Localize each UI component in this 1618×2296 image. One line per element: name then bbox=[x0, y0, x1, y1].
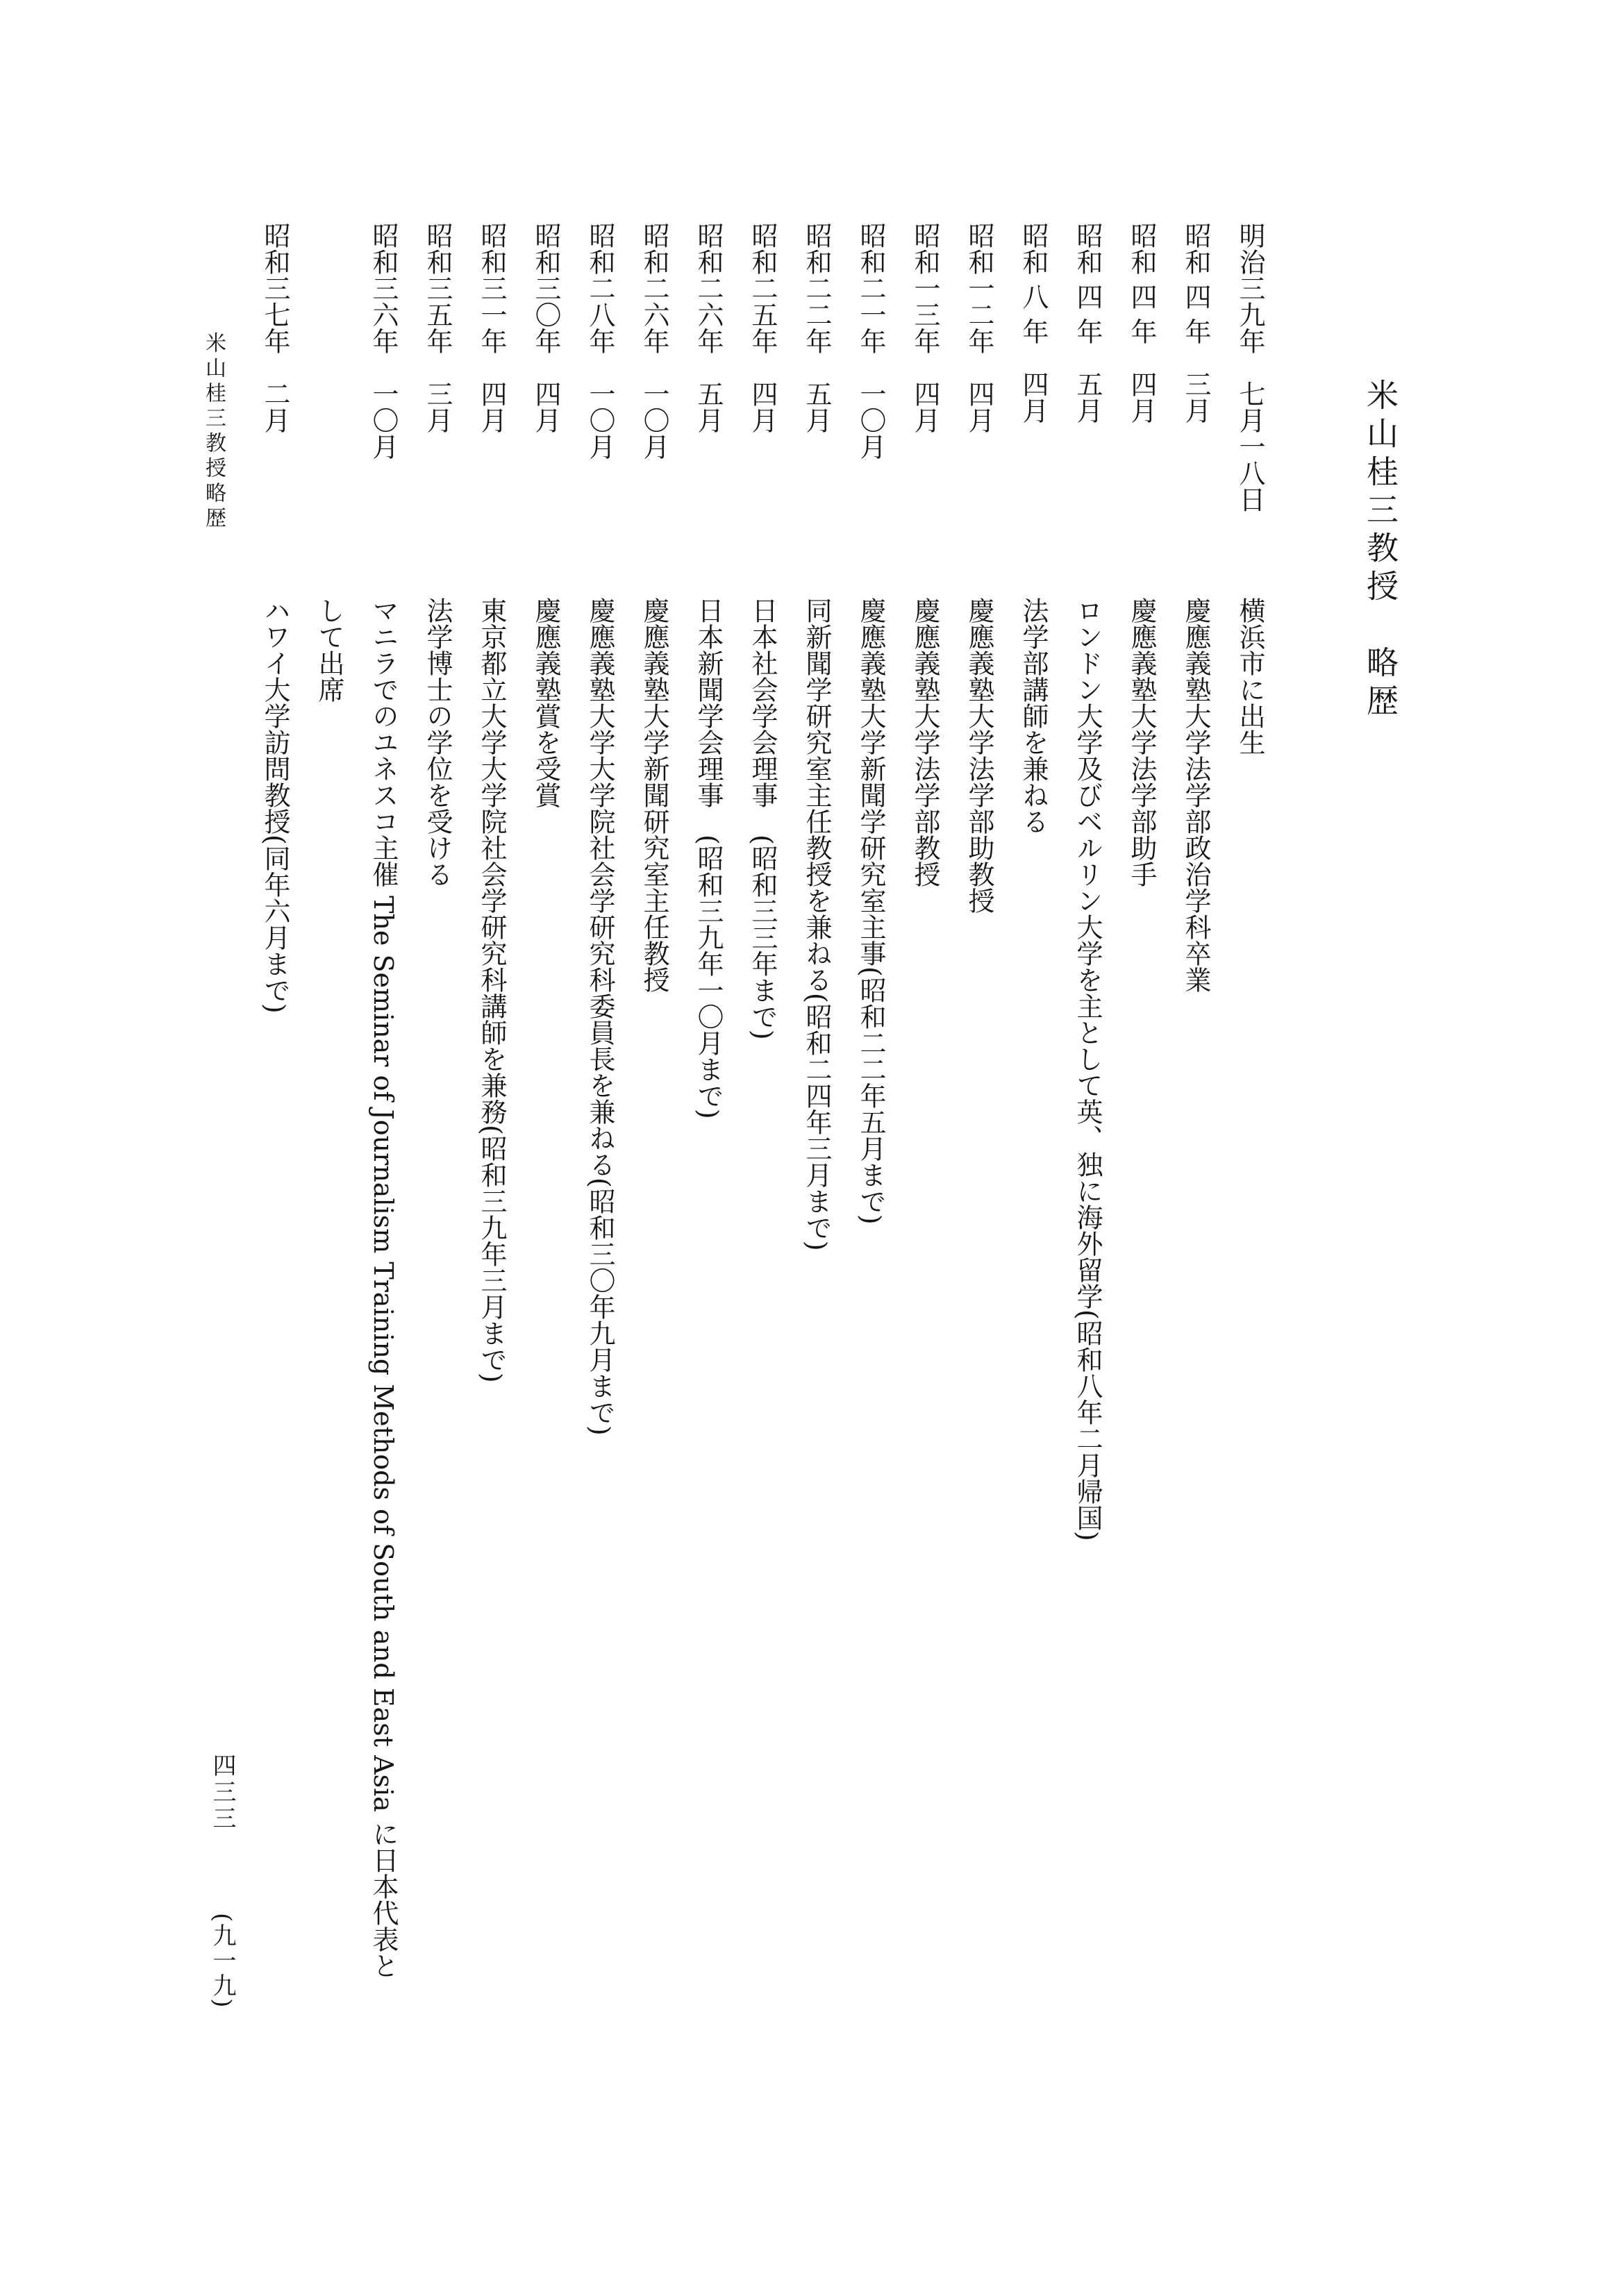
entry-event: 慶應義塾大学大学院社会学研究科委員長を兼ねる(昭和三〇年九月まで) bbox=[585, 597, 615, 1436]
chronology-entry bbox=[1169, 222, 1223, 2027]
entry-date: 昭和 四 年 三月 bbox=[1181, 222, 1211, 424]
chronology-entry bbox=[627, 222, 681, 2027]
chronology-entry bbox=[465, 222, 519, 2027]
chronology-entry bbox=[1115, 222, 1169, 2027]
entry-date: 昭和 四 年 四月 bbox=[1126, 222, 1157, 424]
page-number-secondary: (九一九) bbox=[208, 1913, 236, 2009]
entry-event: 横浜市に出生 bbox=[1235, 597, 1265, 755]
entry-event: 東京都立大学大学院社会学研究科講師を兼務(昭和三九年三月まで) bbox=[476, 597, 507, 1383]
entry-event: ハワイ大学訪問教授(同年六月まで) bbox=[260, 597, 290, 1014]
chronology-entry bbox=[898, 222, 952, 2027]
entry-event: 日本新聞学会理事 (昭和三九年一〇月まで) bbox=[693, 597, 724, 1119]
chronology-entry bbox=[248, 222, 302, 2027]
chronology-entry bbox=[1006, 222, 1060, 2027]
chronology-entry bbox=[302, 222, 410, 2027]
entry-date: 昭和二八年 一〇月 bbox=[585, 222, 615, 460]
entry-date: 昭和二六年 一〇月 bbox=[639, 222, 669, 460]
entry-date: 明治三九年 七月一八日 bbox=[1235, 222, 1265, 512]
entry-event: 慶應義塾大学新聞研究室主任教授 bbox=[639, 597, 669, 993]
entry-event: 慶應義塾賞を受賞 bbox=[531, 597, 561, 808]
entry-event: マニラでのユネスコ主催 The Seminar of Journalism Training Methods of South and East Asia に日本代表と して出席 bbox=[314, 597, 399, 1979]
entry-event: 慶應義塾大学法学部助手 bbox=[1126, 597, 1157, 887]
chronology-entry bbox=[573, 222, 627, 2027]
entry-event: 法学博士の学位を受ける bbox=[422, 597, 453, 887]
entry-date: 昭和一三年 四月 bbox=[910, 222, 940, 433]
entry-date: 昭和三六年 一〇月 bbox=[368, 222, 399, 460]
entry-event: 法学部講師を兼ねる bbox=[1018, 597, 1049, 835]
page-title: 米山桂三教授 略歴 bbox=[1362, 378, 1399, 722]
entry-event: 慶應義塾大学法学部助教授 bbox=[964, 597, 994, 914]
chronology-entry bbox=[952, 222, 1006, 2027]
entry-event: 同新聞学研究室主任教授を兼ねる(昭和二四年三月まで) bbox=[801, 597, 832, 1251]
chronology-entry bbox=[790, 222, 844, 2027]
entry-event: 日本社会学会理事 (昭和三三年まで) bbox=[747, 597, 778, 1040]
entry-date: 昭和三〇年 四月 bbox=[531, 222, 561, 433]
entry-date: 昭和 四 年 五月 bbox=[1072, 222, 1103, 424]
entry-date: 昭和三五年 三月 bbox=[422, 222, 453, 433]
entry-date: 昭和二六年 五月 bbox=[693, 222, 724, 433]
chronology-list bbox=[248, 222, 1277, 2027]
chronology-entry bbox=[844, 222, 898, 2027]
chronology-entry bbox=[681, 222, 735, 2027]
entry-event: ロンドン大学及びベルリン大学を主として英、独に海外留学(昭和八年二月帰国) bbox=[1072, 597, 1103, 1541]
chronology-entry bbox=[1223, 222, 1277, 2027]
entry-date: 昭和二二年 五月 bbox=[801, 222, 832, 433]
entry-date: 昭和一二年 四月 bbox=[964, 222, 994, 433]
entry-date: 昭和 八 年 四月 bbox=[1018, 222, 1049, 424]
entry-date: 昭和三一年 四月 bbox=[476, 222, 507, 433]
running-footer-title: 米山桂三教授略歴 bbox=[201, 332, 226, 532]
entry-date: 昭和二五年 四月 bbox=[747, 222, 778, 433]
entry-date: 昭和二一年 一〇月 bbox=[856, 222, 886, 460]
entry-date: 昭和三七年 二月 bbox=[260, 222, 290, 433]
chronology-entry bbox=[410, 222, 465, 2027]
entry-event: 慶應義塾大学新聞学研究室主事(昭和二二年五月まで) bbox=[856, 597, 886, 1225]
entry-event: 慶應義塾大学法学部教授 bbox=[910, 597, 940, 887]
entry-event: 慶應義塾大学法学部政治学科卒業 bbox=[1181, 597, 1211, 993]
chronology-entry bbox=[1060, 222, 1115, 2027]
chronology-entry bbox=[519, 222, 573, 2027]
chronology-entry bbox=[735, 222, 790, 2027]
page-number: 四三三 bbox=[208, 1753, 236, 1832]
